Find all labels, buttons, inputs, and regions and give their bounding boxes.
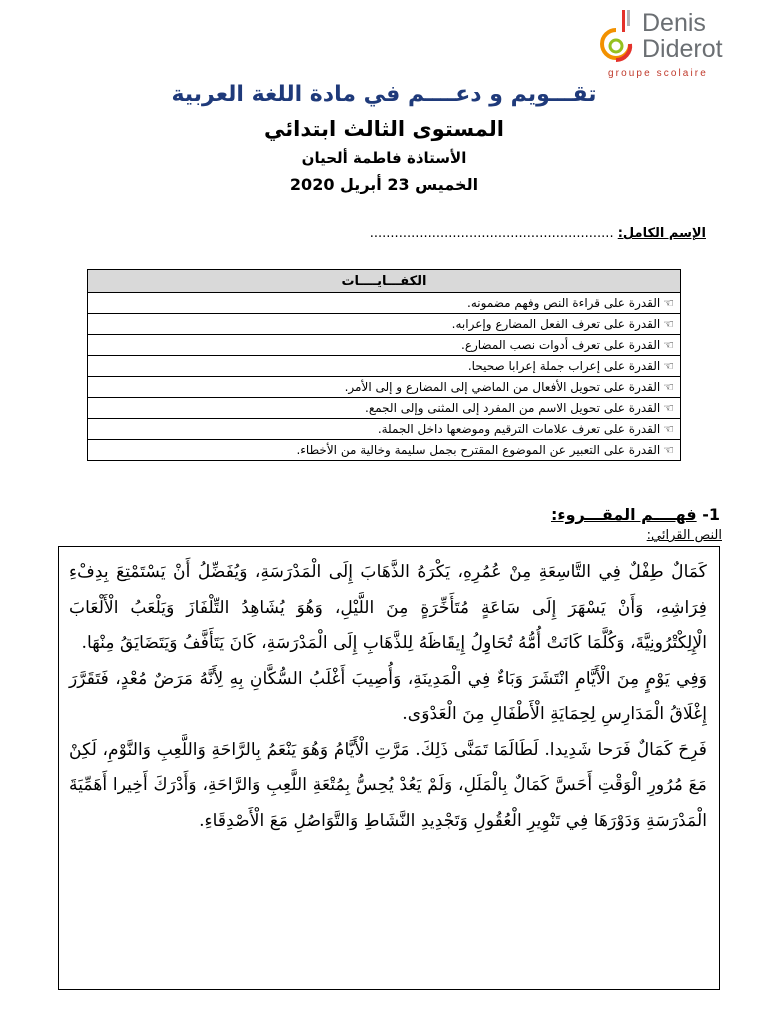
competency-row xyxy=(88,314,681,335)
competencies-table xyxy=(87,269,681,461)
passage-paragraph-2: وَفِي يَوْمٍ مِنَ الْأَيَّامِ انْتَشَرَ وَبَاءٌ فِي الْمَدِينَةِ، وَأُصِيبَ أَغْلَبُ السُّكَّانِ بِهِ لِأَنَّهُ مَرَضٌ مُعْدٍ، فَتَقَرَّرَ إِغْلَاقُ الْمَدَارِسِ لِحِمَايَةِ الْأَطْفَالِ مِنَ الْعَدْوَى. xyxy=(69,668,707,724)
competency-row xyxy=(88,377,681,398)
competency-row xyxy=(88,398,681,419)
competency-row xyxy=(88,293,681,314)
competency-text: القدرة على تعرف الفعل المضارع وإعرابه. xyxy=(451,317,661,331)
logo-emblem-icon xyxy=(594,8,644,66)
logo-line2: Diderot xyxy=(642,35,723,63)
document-date: الخميس 23 أبريل 2020 xyxy=(289,175,479,194)
hand-pointer-icon: ☜ xyxy=(663,338,674,352)
student-name-label: الإسم الكامل: xyxy=(617,226,706,241)
level-heading: المستوى الثالث ابتدائي xyxy=(264,117,504,141)
competency-row xyxy=(88,419,681,440)
student-name-field[interactable]: ........................................................... xyxy=(369,226,614,241)
competency-row xyxy=(88,335,681,356)
competency-row xyxy=(88,440,681,461)
hand-pointer-icon: ☜ xyxy=(663,296,674,310)
hand-pointer-icon: ☜ xyxy=(663,317,674,331)
logo-tagline: groupe scolaire xyxy=(608,68,708,79)
hand-pointer-icon: ☜ xyxy=(663,359,674,373)
competency-text: القدرة على تعرف أدوات نصب المضارع. xyxy=(461,338,661,352)
hand-pointer-icon: ☜ xyxy=(663,422,674,436)
passage-paragraph-1: كَمَالٌ طِفْلٌ فِي التَّاسِعَةِ مِنْ عُمُرِهِ، يَكْرَهُ الذَّهَابَ إِلَى الْمَدْرَسَةِ، وَيُفَضِّلُ أَنْ يَسْتَمْتِعَ بِدِفْءِ فِرَاشِهِ، وَأَنْ يَسْهَرَ إِلَى سَاعَةٍ مُتَأَخِّرَةٍ مِنَ اللَّيْلِ، وَهُوَ يُشَاهِدُ التِّلْفَازَ وَيَلْعَبُ الْأَلْعَابَ الْإِلِكْتْرُونِيَّةَ، وَكُلَّمَا كَانَتْ أُمُّهُ تُحَاوِلُ إِيقَاظَهُ لِلذَّهَابِ إِلَى الْمَدْرَسَةِ، كَانَ يَتَأَفَّفُ وَيَتَضَايَقُ مِنْهَا. xyxy=(69,562,707,653)
section-heading xyxy=(551,505,720,524)
logo-line1: Denis xyxy=(642,9,706,37)
competency-text: القدرة على إعراب جملة إعرابا صحيحا. xyxy=(467,359,661,373)
reading-passage xyxy=(58,546,720,990)
teacher-name: الأستاذة فاطمة ألحيان xyxy=(301,149,467,167)
competency-text: القدرة على تحويل الاسم من المفرد إلى المثنى وإلى الجمع. xyxy=(365,401,661,415)
competency-text: القدرة على التعبير عن الموضوع المقترح بجمل سليمة وخالية من الأخطاء. xyxy=(296,443,661,457)
section-number: 1- xyxy=(702,505,720,524)
passage-subtitle: النص القرائي: xyxy=(646,528,722,543)
school-logo xyxy=(594,8,754,86)
competency-row xyxy=(88,356,681,377)
hand-pointer-icon: ☜ xyxy=(663,401,674,415)
competency-text: القدرة على تعرف علامات الترقيم وموضعها داخل الجملة. xyxy=(377,422,661,436)
passage-paragraph-3: فَرِحَ كَمَالٌ فَرَحا شَدِيدا. لَطَالَمَا تَمَنَّى ذَلِكَ. مَرَّتِ الْأَيَّامُ وَهُوَ يَنْعَمُ بِالرَّاحَةِ وَاللَّعِبِ وَالنَّوْمِ، لَكِنْ مَعَ مُرُورِ الْوَقْتِ أَحَسَّ كَمَالٌ بِالْمَلَلِ، وَلَمْ يَعُدْ يُحِسُّ بِمُتْعَةِ اللَّعِبِ وَالرَّاحَةِ، وَأَدْرَكَ أَخِيرا أَهَمِّيَةَ الْمَدْرَسَةِ وَدَوْرَهَا فِي تَنْوِيرِ الْعُقُولِ وَتَجْدِيدِ النَّشَاطِ وَالتَّوَاصُلِ مَعَ الْأَصْدِقَاءِ. xyxy=(69,739,707,831)
competency-text: القدرة على تحويل الأفعال من الماضي إلى المضارع و إلى الأمر. xyxy=(344,380,661,394)
hand-pointer-icon: ☜ xyxy=(663,443,674,457)
section-title: فهــــم المقـــروء: xyxy=(550,505,697,524)
document-title: تقـــويم و دعــــم في مادة اللغة العربية xyxy=(171,82,597,107)
competencies-header: الكفـــايــــات xyxy=(88,270,681,293)
hand-pointer-icon: ☜ xyxy=(663,380,674,394)
student-name-line xyxy=(370,226,706,241)
competency-text: القدرة على قراءة النص وفهم مضمونه. xyxy=(467,296,661,310)
